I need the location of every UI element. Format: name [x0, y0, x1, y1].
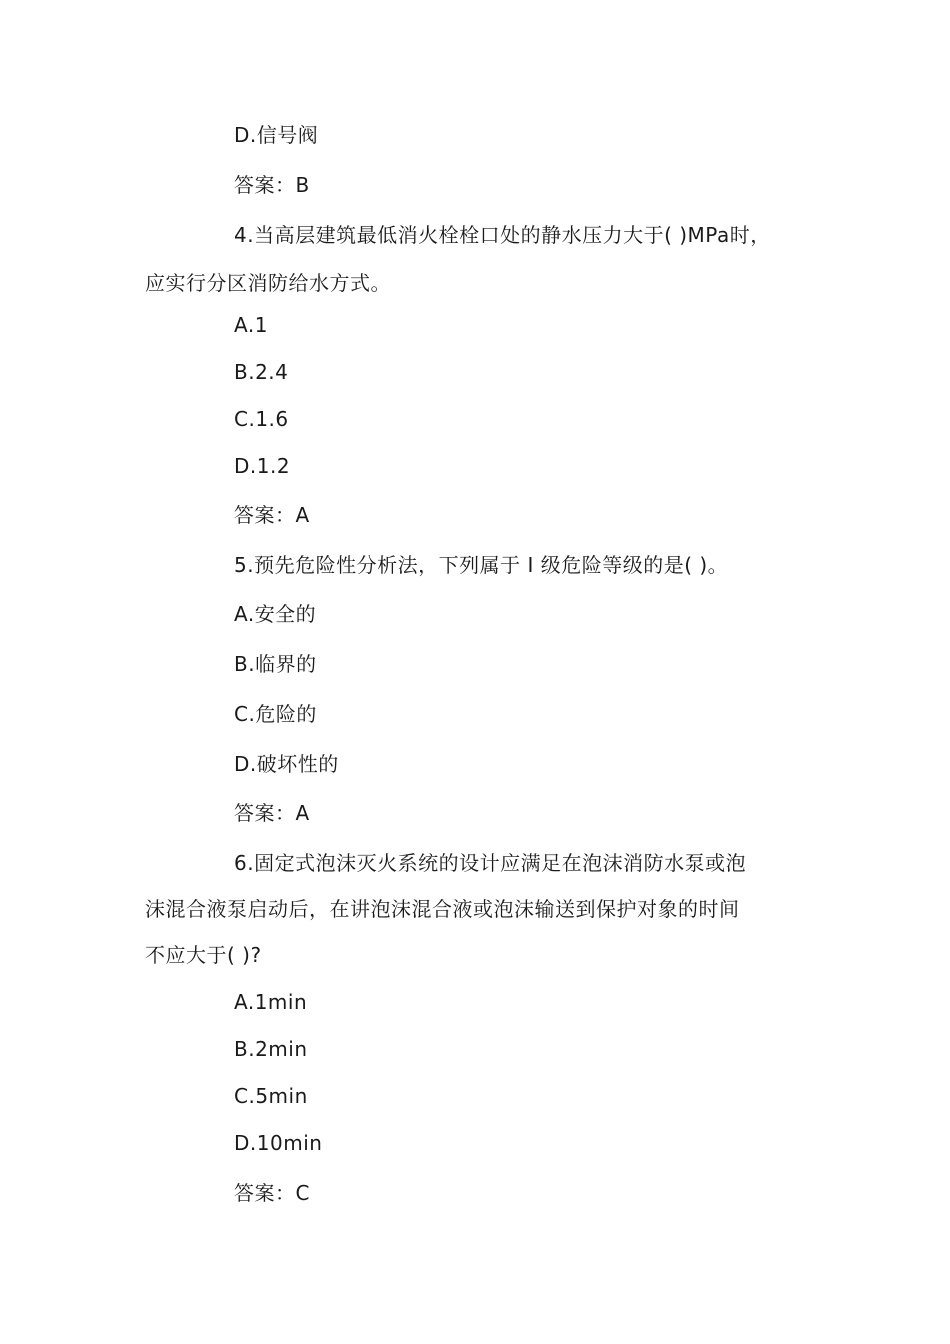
q4-stem-line1: 4.当高层建筑最低消火栓栓口处的静水压力大于( )MPa时， [234, 223, 771, 247]
q4-option-d: D.1.2 [234, 454, 291, 478]
q5-answer: 答案：A [234, 801, 310, 825]
q6-option-d: D.10min [234, 1131, 323, 1155]
q6-option-a: A.1min [234, 990, 308, 1014]
q5-option-c: C.危险的 [234, 702, 317, 726]
q3-answer: 答案：B [234, 173, 310, 197]
q6-option-c: C.5min [234, 1084, 308, 1108]
q6-option-b: B.2min [234, 1037, 308, 1061]
q5-option-b: B.临界的 [234, 652, 317, 676]
q4-stem-line2: 应实行分区消防给水方式。 [145, 271, 391, 295]
q6-answer: 答案：C [234, 1181, 310, 1205]
q4-answer: 答案：A [234, 503, 310, 527]
q5-option-a: A.安全的 [234, 602, 317, 626]
q4-option-b: B.2.4 [234, 360, 289, 384]
q6-stem-line3: 不应大于( )? [145, 943, 262, 967]
q6-stem-line1: 6.固定式泡沫灭火系统的设计应满足在泡沫消防水泵或泡 [234, 851, 747, 875]
q5-stem-line1: 5.预先危险性分析法，下列属于 I 级危险等级的是( )。 [234, 553, 729, 577]
q3-option-d: D.信号阀 [234, 123, 319, 147]
q4-option-c: C.1.6 [234, 407, 289, 431]
q5-option-d: D.破坏性的 [234, 752, 339, 776]
q4-option-a: A.1 [234, 313, 268, 337]
q6-stem-line2: 沫混合液泵启动后，在讲泡沫混合液或泡沫输送到保护对象的时间 [145, 897, 740, 921]
